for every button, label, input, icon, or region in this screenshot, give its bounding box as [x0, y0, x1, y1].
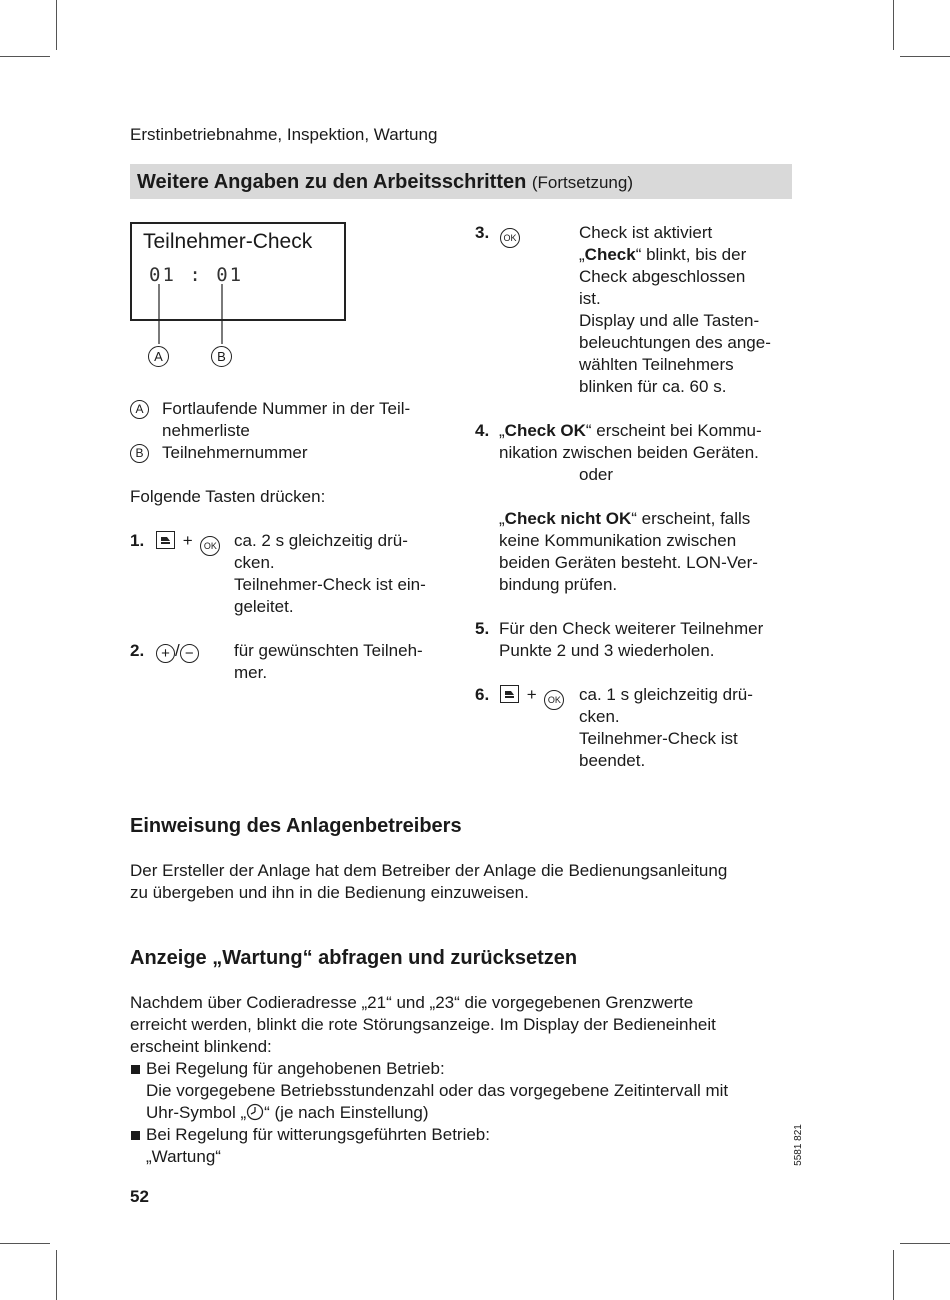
callout-b: B	[211, 346, 232, 367]
minus-key-icon: −	[180, 644, 199, 663]
section-body: Der Ersteller der Anlage hat dem Betreiber der Anlage die Bedienungsanleitung zu übergeben und ihn in die Bedienung einzuweisen.	[130, 861, 728, 902]
step-text: „Check nicht OK“ erscheint, falls keine Kommunikation zwischen beiden Geräten besteht. LON-Ver- bindung prüfen.	[499, 509, 758, 594]
press-keys-label: Folgende Tasten drücken:	[130, 487, 326, 506]
step-text: Check ist aktiviert „Check“ blinkt, bis der Check abgeschlossen ist. Display und alle Tasten- beleuchtungen des ange- wählten Teilnehmers blinken für ca. 60 s.	[579, 223, 771, 396]
clock-icon	[246, 1103, 264, 1121]
step-or: oder	[579, 465, 614, 484]
step-text: Für den Check weiterer Teilnehmer Punkte 2 und 3 wiederholen.	[499, 619, 764, 660]
page-number: 52	[130, 1187, 149, 1206]
step-number: 5.	[475, 619, 490, 638]
bullet-head: Bei Regelung für angehobenen Betrieb:	[146, 1059, 445, 1078]
ok-key-icon: OK	[544, 690, 564, 710]
bullet-line: Die vorgegebene Betriebsstundenzahl oder das vorgegebene Zeitintervall mit	[146, 1081, 729, 1100]
legend-item	[130, 442, 450, 464]
service-key-icon	[500, 685, 519, 703]
crop-mark	[893, 0, 894, 50]
step-keys	[500, 222, 520, 248]
banner-title: Weitere Angaben zu den Arbeitsschritten (Fortsetzung)	[137, 171, 633, 193]
callout-lines	[150, 282, 240, 352]
legend-marker-b: B	[130, 444, 149, 463]
section-heading: Anzeige „Wartung“ abfragen und zurücksetzen	[130, 947, 578, 969]
plus-key-icon: +	[156, 644, 175, 663]
step-text: für gewünschten Teilneh- mer.	[234, 641, 423, 682]
step-number: 3.	[475, 223, 490, 242]
bullet-icon	[131, 1131, 140, 1140]
step-number: 2.	[130, 641, 145, 660]
bullet-item	[130, 1124, 795, 1168]
legend-item	[130, 398, 450, 442]
step-number: 6.	[475, 685, 490, 704]
crop-mark	[900, 56, 950, 57]
section-body: Nachdem über Codieradresse „21“ und „23“ die vorgegebenen Grenzwerte erreicht werden, blinkt die rote Störungsanzeige. Im Display der Bedieneinheit erscheint blinkend:	[130, 993, 716, 1056]
step-keys	[156, 530, 220, 556]
service-key-icon	[156, 531, 175, 549]
legend-text: Teilnehmernummer	[162, 443, 308, 462]
crop-mark	[0, 1243, 50, 1244]
section-banner	[130, 164, 792, 199]
plus-sign: +	[182, 531, 193, 550]
crop-mark	[900, 1243, 950, 1244]
step-keys	[156, 640, 199, 663]
step-number: 4.	[475, 421, 490, 440]
plus-sign: +	[526, 685, 537, 704]
bullet-line: „Wartung“	[146, 1147, 221, 1166]
ok-key-icon: OK	[200, 536, 220, 556]
legend-marker-a: A	[130, 400, 149, 419]
banner-subtitle: (Fortsetzung)	[531, 173, 633, 192]
display-readout: 01 : 01	[149, 264, 244, 286]
display-title: Teilnehmer-Check	[143, 230, 313, 253]
bullet-head: Bei Regelung für witterungsgeführten Betrieb:	[146, 1125, 490, 1144]
ok-key-icon: OK	[500, 228, 520, 248]
callout-a: A	[148, 346, 169, 367]
step-text: „Check OK“ erscheint bei Kommu- nikation zwischen beiden Geräten.	[499, 421, 762, 462]
slash: /	[175, 641, 180, 660]
crop-mark	[893, 1250, 894, 1300]
running-header: Erstinbetriebnahme, Inspektion, Wartung	[130, 125, 438, 144]
step-text: ca. 2 s gleichzeitig drü- cken. Teilnehmer-Check ist ein- geleitet.	[234, 531, 426, 616]
bullet-item	[130, 1058, 795, 1124]
crop-mark	[56, 0, 57, 50]
legend-text: Fortlaufende Nummer in der Teil- nehmerliste	[162, 399, 411, 440]
crop-mark	[56, 1250, 57, 1300]
crop-mark	[0, 56, 50, 57]
step-keys	[500, 684, 564, 710]
step-number: 1.	[130, 531, 145, 550]
section-heading: Einweisung des Anlagenbetreibers	[130, 815, 462, 837]
bullet-icon	[131, 1065, 140, 1074]
document-code: 5581 821	[792, 1124, 804, 1166]
bullet-line: Uhr-Symbol „ “ (je nach Einstellung)	[146, 1103, 429, 1122]
step-text: ca. 1 s gleichzeitig drü- cken. Teilnehmer-Check ist beendet.	[579, 685, 753, 770]
